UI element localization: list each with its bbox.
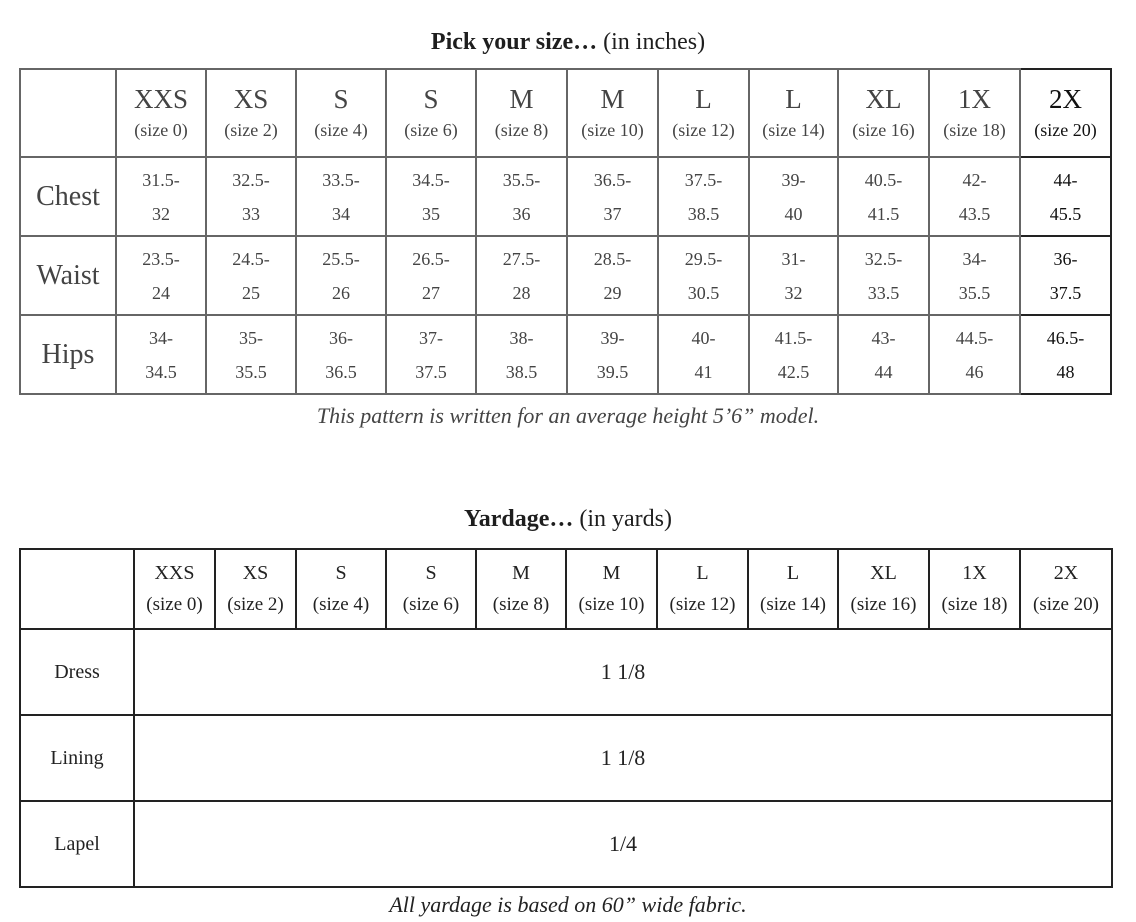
measurement-value: 34.5	[145, 361, 177, 382]
yardage-label: Lapel	[20, 801, 134, 887]
measurement-value: 32	[152, 203, 170, 224]
yardage-size-cell	[566, 549, 657, 629]
measurement-cell	[116, 315, 206, 394]
measurement-row	[20, 157, 1111, 236]
size-header-cell	[386, 69, 476, 157]
size-number: (size 6)	[404, 120, 458, 140]
yardage-chart-title	[0, 506, 1136, 533]
measurement-value: 24.5-	[232, 248, 270, 269]
measurement-value: 33	[242, 203, 260, 224]
measurement-value: 40	[784, 203, 803, 224]
measurement-value: 23.5-	[142, 248, 180, 269]
measurement-value: 41	[694, 361, 713, 382]
yardage-size-cell	[296, 549, 386, 629]
measurement-value: 37-	[419, 327, 443, 348]
measurement-value: 35-	[239, 327, 263, 348]
measurement-cell	[206, 315, 296, 394]
yardage-chart-title-unit: (in yards)	[579, 506, 672, 532]
size-number: (size 14)	[762, 120, 825, 140]
measurement-value: 29	[603, 282, 622, 303]
measurement-value: 36	[512, 203, 531, 224]
yardage-row	[20, 629, 1112, 715]
measurement-value: 41.5-	[774, 327, 813, 348]
size-number: (size 16)	[850, 594, 917, 615]
size-chart-title	[0, 29, 1136, 56]
size-label: M	[602, 562, 621, 584]
size-number: (size 6)	[402, 594, 460, 615]
measurement-cell	[749, 236, 838, 315]
size-number: (size 14)	[760, 594, 826, 615]
size-label: S	[425, 562, 437, 584]
yardage-chart-table	[19, 548, 1113, 888]
measurement-cell	[386, 157, 476, 236]
size-header-cell	[1020, 69, 1111, 157]
size-number: (size 10)	[581, 120, 644, 140]
measurement-row	[20, 236, 1111, 315]
size-number: (size 12)	[669, 594, 736, 615]
measurement-value: 30.5	[687, 282, 720, 303]
size-chart-table	[19, 68, 1112, 395]
size-chart-title-unit: (in inches)	[603, 29, 706, 55]
measurement-value: 44.5-	[955, 327, 994, 348]
measurement-value: 26	[332, 282, 350, 303]
measurement-cell	[296, 236, 386, 315]
measurement-row	[20, 315, 1111, 394]
size-label: L	[696, 562, 709, 584]
measurement-label: Waist	[20, 236, 116, 315]
measurement-cell	[749, 315, 838, 394]
measurement-cell	[838, 157, 929, 236]
size-number: (size 4)	[312, 594, 370, 615]
size-header-cell	[296, 69, 386, 157]
size-number: (size 16)	[852, 120, 915, 140]
measurement-value: 38.5	[505, 361, 538, 382]
size-label: 1X	[962, 562, 987, 584]
size-number: (size 8)	[492, 594, 550, 615]
measurement-cell	[476, 315, 567, 394]
measurement-value: 32	[784, 282, 803, 303]
measurement-cell	[567, 315, 658, 394]
measurement-value: 32.5-	[232, 169, 270, 190]
measurement-cell	[658, 315, 749, 394]
measurement-value: 44	[874, 361, 893, 382]
size-label: L	[785, 84, 802, 114]
measurement-value: 35.5	[958, 282, 991, 303]
measurement-cell	[1020, 157, 1111, 236]
measurement-value: 36.5-	[593, 169, 632, 190]
measurement-cell	[116, 157, 206, 236]
size-number: (size 18)	[943, 120, 1006, 140]
size-header-cell	[749, 69, 838, 157]
measurement-cell	[206, 236, 296, 315]
size-number: (size 0)	[146, 594, 203, 615]
measurement-value: 32.5-	[864, 248, 903, 269]
yardage-chart-note: All yardage is based on 60” wide fabric.	[389, 892, 747, 917]
size-label: M	[512, 562, 530, 584]
size-header-cell	[567, 69, 658, 157]
yardage-row	[20, 715, 1112, 801]
size-chart-title-main: Pick your size…	[430, 29, 598, 55]
measurement-value: 27.5-	[502, 248, 541, 269]
measurement-cell	[1020, 315, 1111, 394]
size-label: M	[509, 84, 534, 114]
measurement-value: 35.5	[235, 361, 267, 382]
measurement-value: 29.5-	[684, 248, 723, 269]
measurement-value: 45.5	[1049, 203, 1082, 224]
measurement-value: 43.5	[958, 203, 991, 224]
yardage-size-cell	[386, 549, 476, 629]
measurement-value: 37.5-	[684, 169, 723, 190]
yardage-size-cell	[1020, 549, 1112, 629]
measurement-cell	[476, 236, 567, 315]
size-number: (size 4)	[314, 120, 368, 140]
yardage-size-cell	[215, 549, 296, 629]
measurement-value: 37.5	[1049, 282, 1082, 303]
measurement-cell	[567, 236, 658, 315]
measurement-value: 34-	[149, 327, 173, 348]
measurement-value: 44-	[1053, 169, 1078, 190]
size-number: (size 20)	[1033, 594, 1099, 615]
yardage-size-cell	[134, 549, 215, 629]
measurement-value: 38-	[509, 327, 534, 348]
measurement-cell	[296, 315, 386, 394]
measurement-value: 38.5	[687, 203, 720, 224]
yardage-chart-title-main: Yardage…	[464, 506, 574, 532]
measurement-value: 48	[1056, 361, 1075, 382]
measurement-cell	[476, 157, 567, 236]
measurement-value: 34	[332, 203, 350, 224]
measurement-label: Hips	[20, 315, 116, 394]
measurement-value: 46.5-	[1046, 327, 1085, 348]
measurement-value: 39.5	[596, 361, 629, 382]
measurement-cell	[749, 157, 838, 236]
measurement-cell	[206, 157, 296, 236]
size-header-cell	[476, 69, 567, 157]
yardage-size-cell	[657, 549, 748, 629]
size-label: S	[423, 84, 439, 114]
size-label: XS	[242, 562, 269, 584]
yardage-row	[20, 801, 1112, 887]
size-header-cell	[658, 69, 749, 157]
measurement-value: 27	[422, 282, 440, 303]
measurement-value: 25	[242, 282, 260, 303]
size-number: (size 18)	[941, 594, 1008, 615]
measurement-value: 36.5	[325, 361, 357, 382]
measurement-cell	[567, 157, 658, 236]
size-label: 1X	[958, 84, 991, 114]
measurement-value: 41.5	[867, 203, 900, 224]
measurement-cell	[838, 315, 929, 394]
measurement-cell	[658, 236, 749, 315]
size-label: 2X	[1049, 84, 1082, 114]
measurement-value: 43-	[871, 327, 896, 348]
size-label: L	[695, 84, 712, 114]
measurement-value: 39-	[781, 169, 806, 190]
measurement-value: 33.5	[867, 282, 900, 303]
size-header-cell	[206, 69, 296, 157]
yardage-label: Dress	[20, 629, 134, 715]
size-label: XXS	[154, 562, 195, 584]
size-number: (size 8)	[494, 120, 549, 140]
measurement-value: 28	[512, 282, 531, 303]
yardage-size-cell	[748, 549, 838, 629]
measurement-label: Chest	[20, 157, 116, 236]
measurement-value: 46	[965, 361, 984, 382]
yardage-size-cell	[476, 549, 566, 629]
measurement-cell	[386, 236, 476, 315]
yardage-size-cell	[838, 549, 929, 629]
measurement-value: 26.5-	[412, 248, 450, 269]
measurement-cell	[1020, 236, 1111, 315]
measurement-value: 42.5	[777, 361, 810, 382]
measurement-cell	[929, 236, 1020, 315]
size-label: S	[333, 84, 349, 114]
measurement-value: 31-	[781, 248, 806, 269]
measurement-value: 36-	[1053, 248, 1078, 269]
measurement-cell	[386, 315, 476, 394]
measurement-cell	[929, 315, 1020, 394]
size-header-cell	[838, 69, 929, 157]
yardage-value: 1/4	[134, 801, 1112, 887]
size-label: XL	[870, 562, 897, 584]
size-number: (size 2)	[224, 120, 278, 140]
measurement-cell	[658, 157, 749, 236]
measurement-value: 36-	[329, 327, 353, 348]
measurement-cell	[929, 157, 1020, 236]
measurement-value: 35	[422, 203, 440, 224]
measurement-cell	[116, 236, 206, 315]
size-label: XXS	[133, 84, 188, 114]
size-header-cell	[116, 69, 206, 157]
measurement-value: 34-	[962, 248, 987, 269]
yardage-value: 1 1/8	[134, 715, 1112, 801]
size-number: (size 20)	[1034, 120, 1097, 140]
measurement-value: 28.5-	[593, 248, 632, 269]
size-header-cell	[929, 69, 1020, 157]
yardage-label: Lining	[20, 715, 134, 801]
corner-cell	[20, 69, 116, 157]
size-number: (size 2)	[227, 594, 284, 615]
measurement-value: 35.5-	[502, 169, 541, 190]
measurement-value: 31.5-	[142, 169, 180, 190]
size-label: XS	[233, 84, 269, 114]
measurement-value: 24	[152, 282, 170, 303]
size-label: L	[786, 562, 800, 584]
size-number: (size 10)	[578, 594, 645, 615]
measurement-cell	[296, 157, 386, 236]
size-chart-note: This pattern is written for an average height 5’6” model.	[316, 403, 820, 428]
measurement-value: 25.5-	[322, 248, 360, 269]
size-label: S	[335, 562, 347, 584]
yardage-header-row	[20, 549, 1112, 629]
size-number: (size 12)	[672, 120, 735, 140]
measurement-value: 37.5	[415, 361, 447, 382]
size-number: (size 0)	[134, 120, 188, 140]
yardage-size-cell	[929, 549, 1020, 629]
size-header-row	[20, 69, 1111, 157]
measurement-value: 42-	[962, 169, 987, 190]
measurement-value: 40-	[691, 327, 716, 348]
measurement-value: 33.5-	[322, 169, 360, 190]
size-label: M	[600, 84, 625, 114]
yardage-value: 1 1/8	[134, 629, 1112, 715]
measurement-value: 37	[603, 203, 622, 224]
measurement-value: 40.5-	[864, 169, 903, 190]
size-label: 2X	[1053, 562, 1079, 584]
size-label: XL	[865, 84, 902, 114]
corner-cell	[20, 549, 134, 629]
measurement-value: 34.5-	[412, 169, 450, 190]
measurement-value: 39-	[600, 327, 625, 348]
measurement-cell	[838, 236, 929, 315]
